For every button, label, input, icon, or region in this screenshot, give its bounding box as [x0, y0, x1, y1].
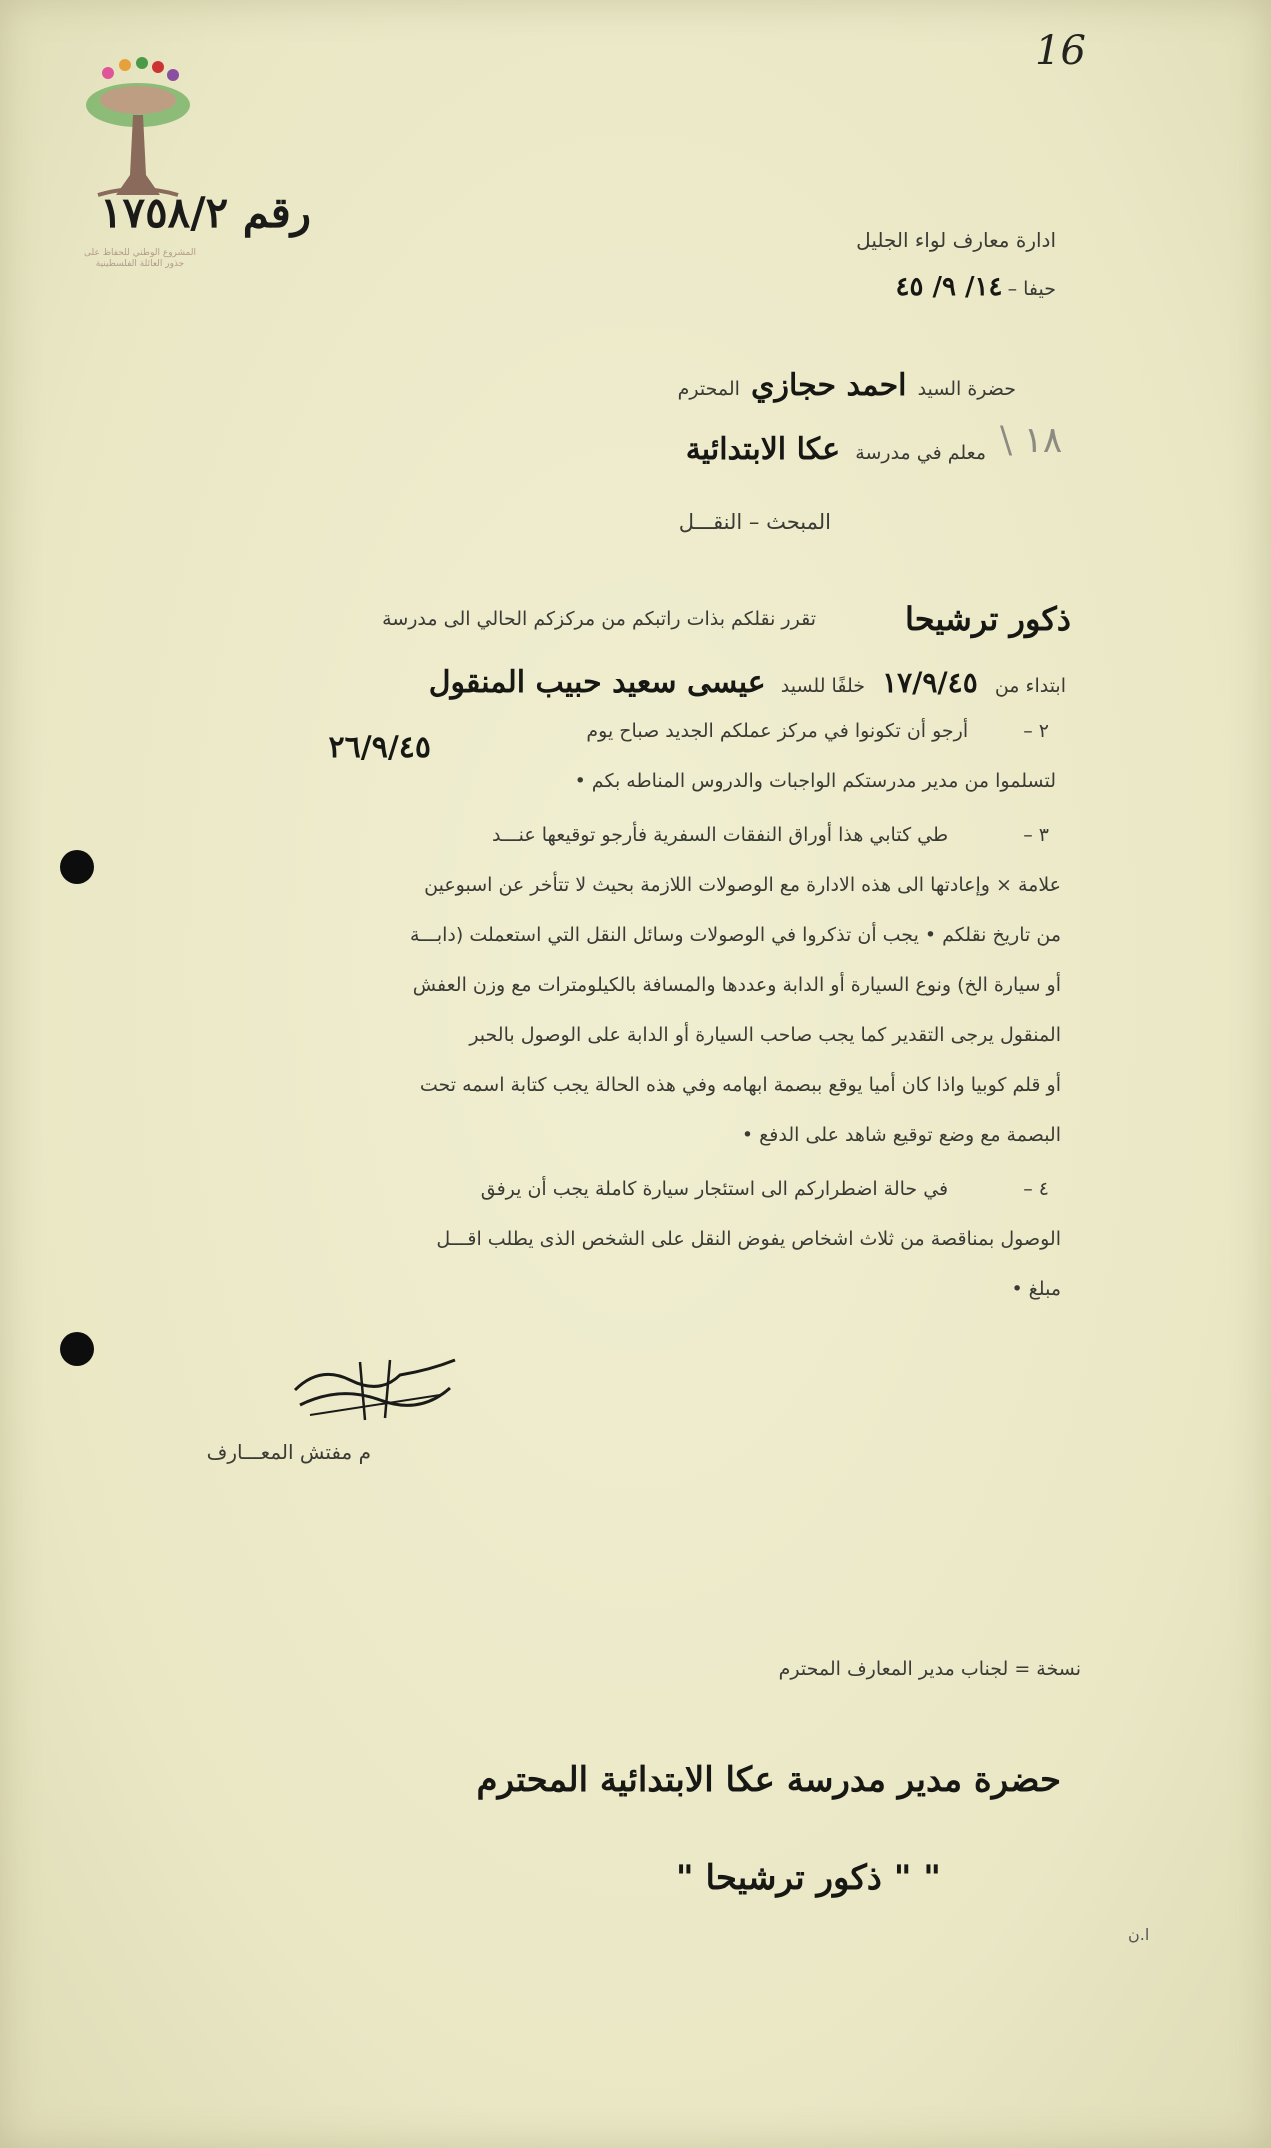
item-3-line-1	[492, 824, 1049, 846]
copy-recipient-1: حضرة مدير مدرسة عكا الابتدائية المحترم	[476, 1760, 1061, 1800]
item-2-number: ٢ –	[1023, 720, 1049, 742]
replaced-teacher-name: عيسى سعيد حبيب المنقول	[428, 665, 766, 700]
replacement-label: خلفًا للسيد	[780, 675, 865, 697]
logo-caption: المشروع الوطني للحفاظ على جذور العائلة الفلسطينية	[83, 248, 196, 269]
addressee-honorific: المحترم	[677, 378, 740, 400]
letter-date: ١٤/ ٩/ ٤٥	[895, 272, 1003, 302]
place-date	[896, 272, 1056, 302]
new-school-name: ذكور ترشيحا	[904, 600, 1071, 638]
school-label: معلم في مدرسة	[855, 442, 986, 464]
item-3-line-6: أو قلم كوبيا واذا كان أميا يوقع ببصمة ابهامه وفي هذه الحالة يجب كتابة اسمه تحت	[419, 1074, 1061, 1096]
addressee-label: حضرة السيد	[917, 378, 1016, 400]
department-heading: ادارة معارف لواء الجليل	[856, 228, 1056, 252]
family-tree-logo-icon	[78, 55, 198, 205]
item-2-text: أرجو أن تكونوا في مركز عملكم الجديد صباح يوم	[586, 720, 969, 742]
current-school: عكا الابتدائية	[685, 432, 841, 467]
corner-note: ا.ن	[1128, 1925, 1150, 1944]
item-3-line-4: أو سيارة الخ) ونوع السيارة أو الدابة وعددها والمسافة بالكيلومترات مع وزن العفش	[412, 974, 1061, 996]
item-2-line-1	[586, 720, 1049, 742]
punch-hole-top	[60, 850, 94, 884]
item-4-text-1: في حالة اضطراركم الى استئجار سيارة كاملة يجب أن يرفق	[480, 1178, 949, 1200]
item-4-line-3: مبلغ •	[1011, 1278, 1061, 1300]
report-date: ٢٦/٩/٤٥	[328, 730, 431, 765]
margin-mark: \ ١٨	[1000, 420, 1063, 461]
item-3-text-1: طي كتابي هذا أوراق النفقات السفرية فأرجو توقيعها عنـــد	[491, 824, 949, 846]
item-2-line-2: لتسلموا من مدير مدرستكم الواجبات والدروس المناطه بكم •	[574, 770, 1056, 792]
start-label: ابتداء من	[994, 675, 1066, 697]
place-label: حيفا –	[1007, 278, 1056, 300]
signatory-title: م مفتش المعـــارف	[206, 1440, 371, 1464]
copy-to-line: نسخة = لجناب مدير المعارف المحترم	[778, 1658, 1081, 1680]
transfer-paragraph-line-2	[429, 665, 1066, 700]
start-date: ١٧/٩/٤٥	[882, 666, 978, 699]
transfer-paragraph-line-1	[382, 608, 816, 630]
item-3-line-7: البصمة مع وضع توقيع شاهد على الدفع •	[741, 1124, 1061, 1146]
item-3-line-5: المنقول يرجى التقدير كما يجب صاحب السيارة أو الدابة على الوصول بالحبر	[469, 1024, 1061, 1046]
subject-line: المبحث – النقـــل	[678, 510, 831, 534]
item-3-line-3: من تاريخ نقلكم • يجب أن تذكروا في الوصولات وسائل النقل التي استعملت (دابـــة	[409, 924, 1061, 946]
reference-number: رقم ١٧٥٨/٢	[100, 188, 312, 237]
addressee-line-1	[678, 368, 1016, 403]
item-3-number: ٣ –	[1023, 824, 1049, 846]
item-4-line-2: الوصول بمناقصة من ثلاث اشخاص يفوض النقل على الشخص الذى يطلب اقـــل	[436, 1228, 1061, 1250]
item-4-number: ٤ –	[1023, 1178, 1049, 1200]
page-number: 16	[1035, 28, 1086, 74]
handwritten-signature	[290, 1350, 460, 1430]
copy-recipient-2: " " ذكور ترشيحا "	[675, 1858, 941, 1898]
punch-hole-bottom	[60, 1332, 94, 1366]
item-4-line-1	[481, 1178, 1049, 1200]
item-3-line-2: علامة × وإعادتها الى هذه الادارة مع الوصولات اللازمة بحيث لا تتأخر عن اسبوعين	[424, 874, 1061, 896]
addressee-name: احمد حجازي	[751, 368, 907, 403]
transfer-text: تقرر نقلكم بذات راتبكم من مركزكم الحالي الى مدرسة	[382, 608, 816, 630]
addressee-line-2	[686, 432, 986, 467]
